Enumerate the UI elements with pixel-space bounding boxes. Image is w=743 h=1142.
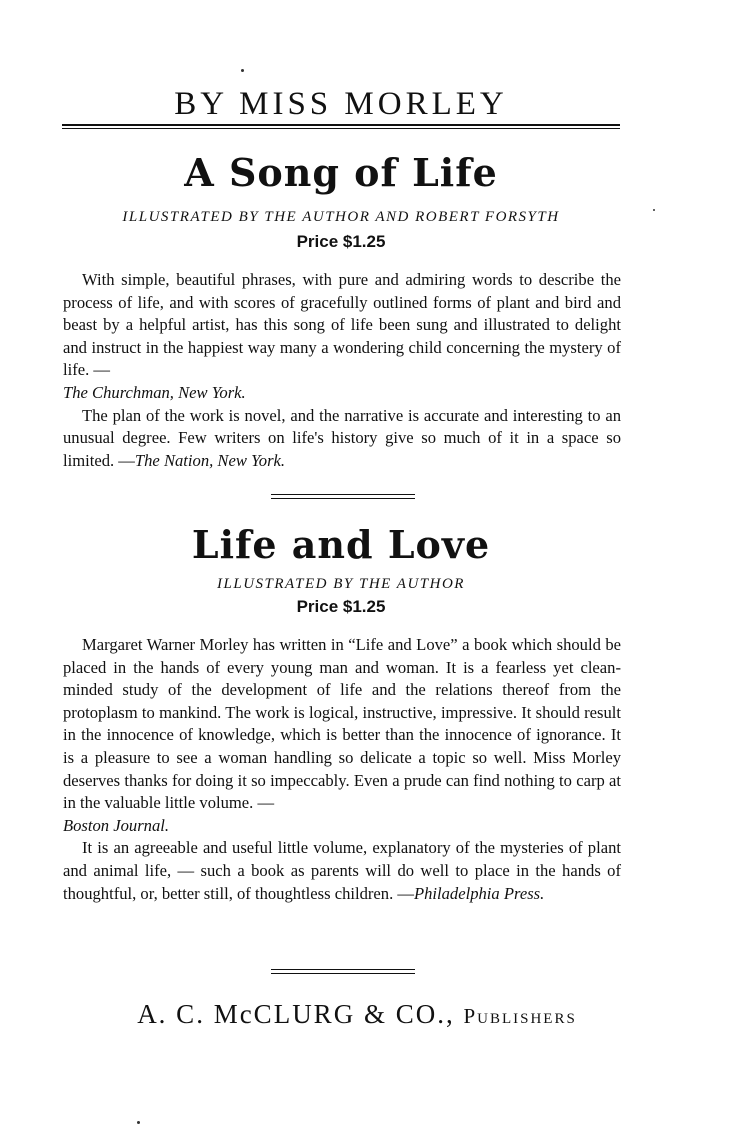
review-text: The plan of the work is novel, and the narrative is accurate and interesting to an unusual degree. Few writers on life's history give so much of it in a space so limited. — (63, 405, 621, 470)
section-divider (271, 494, 415, 499)
review-paragraph (63, 269, 621, 405)
review-paragraph (63, 405, 621, 473)
section-divider (271, 969, 415, 974)
book-price: Price $1.25 (296, 597, 386, 616)
publisher-imprint (62, 998, 652, 1032)
page-header: BY MISS MORLEY (174, 86, 508, 122)
review-source: Boston Journal. (63, 815, 170, 835)
book-illustrator-credit: ILLUSTRATED BY THE AUTHOR (217, 576, 465, 592)
review-text: With simple, beautiful phrases, with pure and admiring words to describe the process of life, and with scores of gracefully outlined forms of plant and bird and beast by a helpful artist, has this song of life been sung and illustrated to delight and instruct in the happiest way many a wondering child concerning the mystery of life. — (63, 270, 621, 380)
book-illustrator-credit: ILLUSTRATED BY THE AUTHOR AND ROBERT FORSYTH (122, 209, 560, 225)
book-price: Price $1.25 (296, 232, 386, 251)
review-source: Philadelphia Press. (413, 883, 545, 903)
book-reviews (63, 269, 621, 472)
review-text: Margaret Warner Morley has written in “Life and Love” a book which should be placed in the hands of every young man and woman. It is a fearless yet clean-minded study of the development of life and the relations thereof from the protoplasm to mankind. The work is logical, instructive, impressive. It should result in the innocence of knowledge, which is better than the innocence of ignorance. It is a pleasure to see a woman handling so delicate a topic so well. Miss Morley deserves thanks for doing it so impeccably. Even a prude can find nothing to carp at in the valuable little volume. — (63, 635, 621, 813)
book-title: A Song of Life (184, 150, 498, 195)
review-paragraph (63, 837, 621, 905)
review-paragraph (63, 634, 621, 837)
review-source: The Nation, New York. (134, 450, 286, 470)
header-rule (62, 124, 620, 129)
review-text: It is an agreeable and useful little volume, explanatory of the mysteries of plant and animal life, — such a book as parents will do well to place in the hands of thoughtful, or, better still, of thoughtless children. — (63, 838, 621, 903)
print-speck (241, 69, 244, 72)
print-speck (653, 209, 655, 211)
review-source: The Churchman, New York. (63, 382, 246, 402)
publisher-role (463, 1004, 576, 1028)
book-title: Life and Love (191, 522, 491, 567)
publisher-role-text: Publishers (463, 1004, 577, 1028)
publisher-name: A. C. McCLURG & CO., (137, 999, 455, 1029)
book-reviews (63, 634, 621, 905)
print-speck (137, 1121, 140, 1124)
